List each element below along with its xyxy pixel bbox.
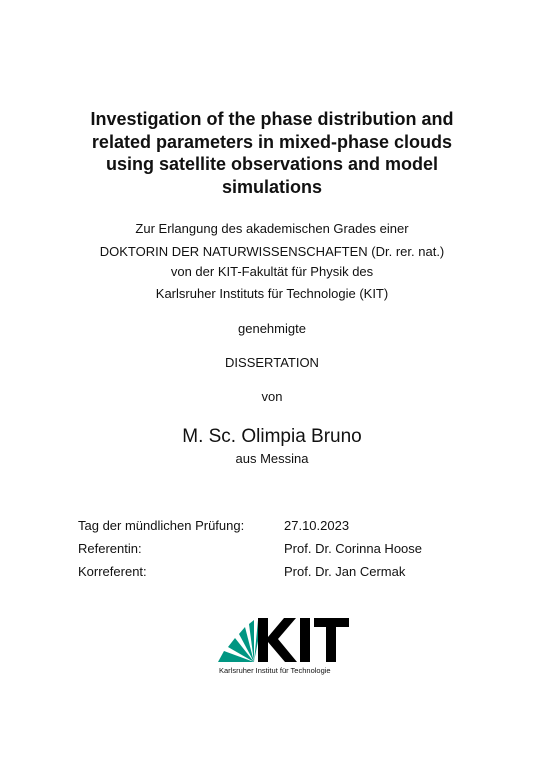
- document-type: DISSERTATION: [225, 355, 319, 370]
- degree-line: Zur Erlangung des akademischen Grades einer: [135, 221, 409, 236]
- detail-value: Prof. Dr. Corinna Hoose: [284, 541, 423, 556]
- detail-row: [78, 564, 478, 587]
- degree-line: von der KIT-Fakultät für Physik des: [170, 264, 374, 279]
- degree-line: Karlsruher Instituts für Technologie (KIT): [155, 286, 389, 301]
- detail-label: Referentin:: [78, 541, 142, 556]
- approved-text: genehmigte: [238, 321, 306, 336]
- by-text: von: [261, 389, 283, 404]
- thesis-title: [60, 108, 484, 198]
- degree-line: DOKTORIN DER NATURWISSENSCHAFTEN (Dr. rer. nat.): [99, 244, 445, 259]
- detail-row: [78, 518, 478, 541]
- detail-value: 27.10.2023: [284, 518, 350, 533]
- detail-label: Tag der mündlichen Prüfung:: [78, 518, 245, 533]
- detail-label: Korreferent:: [78, 564, 147, 579]
- detail-row: [78, 541, 478, 564]
- title-line: simulations: [221, 176, 323, 197]
- kit-letters-icon: [258, 618, 349, 662]
- examination-details: [78, 518, 478, 587]
- author-origin: aus Messina: [235, 451, 309, 466]
- kit-fan-icon: [218, 620, 262, 662]
- title-line: Investigation of the phase distribution and: [90, 109, 454, 129]
- detail-value: Prof. Dr. Jan Cermak: [284, 564, 406, 579]
- title-line: using satellite observations and model: [105, 154, 439, 174]
- logo-caption: Karlsruher Institut für Technologie: [219, 666, 331, 675]
- author-name: M. Sc. Olimpia Bruno: [182, 426, 362, 447]
- title-line: related parameters in mixed-phase clouds: [91, 131, 453, 152]
